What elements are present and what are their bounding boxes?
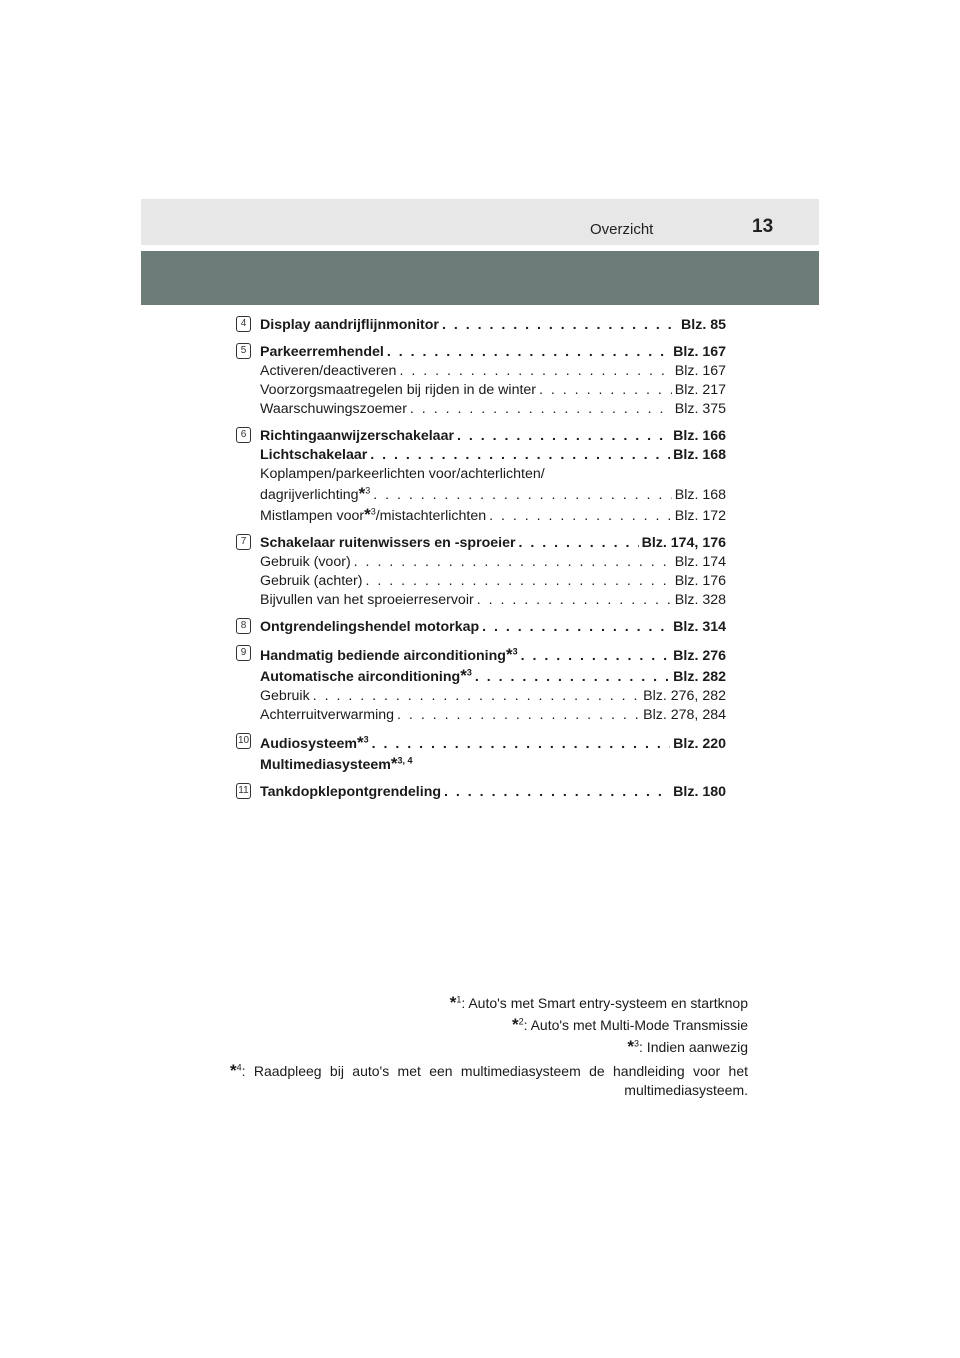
footnote-star: * <box>358 484 366 503</box>
sub-entry-line <box>260 484 726 505</box>
footnote-text: : Raadpleeg bij auto's met een multimediasysteem de handleiding voor het multimediasysteem. <box>241 1063 748 1098</box>
footnote-3 <box>230 1036 748 1058</box>
page-ref: Blz. 180 <box>673 784 726 800</box>
page-ref: Blz. 174 <box>674 554 726 570</box>
group-10 <box>236 733 726 775</box>
entry-label-text: /mistachterlichten <box>375 508 487 524</box>
leader-dots <box>519 534 639 553</box>
leader-dots <box>444 783 670 802</box>
header-bar <box>141 199 819 245</box>
sub-entry-line <box>260 572 726 591</box>
header-band <box>141 251 819 305</box>
entry-label <box>260 733 369 754</box>
entry-label: Achterruitverwarming <box>260 707 395 723</box>
footnote-star: * <box>511 1015 519 1034</box>
page-ref: Blz. 167 <box>673 344 726 360</box>
sub-entry-line <box>260 553 726 572</box>
footnote-star: * <box>627 1037 635 1056</box>
leader-dots <box>477 591 672 610</box>
entry-label: Activeren/deactiveren <box>260 363 397 379</box>
page-ref: Blz. 328 <box>674 592 726 608</box>
page-ref: Blz. 168 <box>673 447 726 463</box>
callout-number: 8 <box>236 618 251 634</box>
entry-label <box>260 484 370 505</box>
page-ref: Blz. 168 <box>674 487 726 503</box>
leader-dots <box>399 362 671 381</box>
entry-line <box>260 618 726 637</box>
page-ref: Blz. 167 <box>674 363 726 379</box>
section-title: Overzicht <box>590 221 654 238</box>
footnote-star: * <box>460 666 467 685</box>
entry-label-text: Multimediasysteem <box>260 757 391 773</box>
callout-number: 4 <box>236 316 251 332</box>
footnote-number: 2 <box>518 1016 524 1027</box>
entry-label: Gebruik (voor) <box>260 554 351 570</box>
sub-entry-line <box>260 505 726 526</box>
leader-dots <box>475 668 670 687</box>
page-ref: Blz. 85 <box>681 317 726 333</box>
entry-line <box>260 666 726 687</box>
entry-line <box>260 645 726 666</box>
entry-label-text: Audiosysteem <box>260 736 357 752</box>
entry-label <box>260 645 518 666</box>
entry-label: Lichtschakelaar <box>260 447 368 463</box>
sub-entry-line <box>260 465 726 484</box>
page-ref: Blz. 220 <box>673 736 726 752</box>
page-ref: Blz. 276 <box>673 648 726 664</box>
leader-dots <box>373 486 672 505</box>
entry-label-text: Mistlampen voor <box>260 508 365 524</box>
footnote-2 <box>230 1014 748 1036</box>
entry-label: Parkeerremhendel <box>260 344 384 360</box>
footnote-number: 1 <box>456 994 462 1005</box>
entry-label <box>260 505 486 526</box>
footnote-text: : Auto's met Multi-Mode Transmissie <box>523 1017 748 1033</box>
footnote-star: * <box>390 754 398 773</box>
entry-label: Schakelaar ruitenwissers en -sproeier <box>260 535 516 551</box>
page-ref: Blz. 314 <box>673 619 726 635</box>
page-ref: Blz. 276, 282 <box>643 688 726 704</box>
footnote-ref: 3, 4 <box>397 755 413 766</box>
entry-line <box>260 427 726 446</box>
group-8 <box>236 618 726 637</box>
leader-dots <box>372 735 671 754</box>
leader-dots <box>482 618 670 637</box>
leader-dots <box>387 343 670 362</box>
sub-entry-line <box>260 381 726 400</box>
page-ref: Blz. 282 <box>673 669 726 685</box>
entry-label: Display aandrijflijnmonitor <box>260 317 439 333</box>
leader-dots <box>442 316 678 335</box>
footnote-star: * <box>230 1061 237 1080</box>
entry-label <box>260 754 413 773</box>
page-ref: Blz. 166 <box>673 428 726 444</box>
entry-label: Tankdopklepontgrendeling <box>260 784 442 800</box>
footnote-ref: 3 <box>370 506 376 517</box>
leader-dots <box>366 572 672 591</box>
group-11 <box>236 783 726 802</box>
footnote-ref: 3 <box>466 667 472 678</box>
page-ref: Blz. 176 <box>674 573 726 589</box>
callout-number: 11 <box>236 783 251 799</box>
index-list <box>236 316 726 810</box>
footnote-number: 3 <box>634 1038 640 1049</box>
footnote-star: * <box>356 733 364 752</box>
footnote-star: * <box>505 645 513 664</box>
page-ref: Blz. 174, 176 <box>641 535 726 551</box>
leader-dots <box>313 687 640 706</box>
group-4 <box>236 316 726 335</box>
page-ref: Blz. 217 <box>674 382 726 398</box>
entry-label: Gebruik <box>260 688 310 704</box>
leader-dots <box>370 446 670 465</box>
footnote-4 <box>230 1061 748 1100</box>
callout-number: 5 <box>236 343 251 359</box>
footnote-ref: 3 <box>363 734 369 745</box>
page-number: 13 <box>752 216 774 237</box>
group-7 <box>236 534 726 610</box>
footnote-number: 4 <box>236 1062 242 1073</box>
leader-dots <box>521 647 671 666</box>
entry-label: Waarschuwingszoemer <box>260 401 407 417</box>
entry-line <box>260 343 726 362</box>
entry-label: Ontgrendelingshendel motorkap <box>260 619 480 635</box>
page-ref: Blz. 278, 284 <box>643 707 726 723</box>
entry-line <box>260 783 726 802</box>
leader-dots <box>354 553 672 572</box>
leader-dots <box>539 381 672 400</box>
entry-line <box>260 733 726 754</box>
entry-label: Voorzorgsmaatregelen bij rijden in de winter <box>260 382 537 398</box>
group-9 <box>236 645 726 725</box>
footnote-star: * <box>449 993 457 1012</box>
leader-dots <box>410 400 672 419</box>
entry-label-text: Handmatig bediende airconditioning <box>260 648 506 664</box>
sub-entry-line <box>260 706 726 725</box>
page-ref: Blz. 375 <box>674 401 726 417</box>
entry-label: Koplampen/parkeerlichten voor/achterlichten/ <box>260 466 545 482</box>
callout-number: 6 <box>236 427 251 443</box>
entry-label: Bijvullen van het sproeierreservoir <box>260 592 474 608</box>
footnote-text: : Indien aanwezig <box>639 1039 748 1055</box>
footnote-1 <box>230 992 748 1014</box>
entry-label <box>260 666 472 687</box>
sub-entry-line <box>260 400 726 419</box>
callout-number: 10 <box>236 733 251 749</box>
leader-dots <box>489 507 672 526</box>
callout-number: 9 <box>236 645 251 661</box>
footnotes <box>230 992 748 1100</box>
entry-line <box>260 446 726 465</box>
entry-label-text: Automatische airconditioning <box>260 669 461 685</box>
group-6 <box>236 427 726 526</box>
footnote-ref: 3 <box>365 485 371 496</box>
entry-line <box>260 534 726 553</box>
footnote-text: : Auto's met Smart entry-systeem en startknop <box>461 995 748 1011</box>
sub-entry-line <box>260 687 726 706</box>
footnote-ref: 3 <box>512 646 518 657</box>
leader-dots <box>397 706 640 725</box>
entry-line <box>260 754 726 775</box>
entry-label: Gebruik (achter) <box>260 573 363 589</box>
sub-entry-line <box>260 362 726 381</box>
footnote-star: * <box>364 505 371 524</box>
callout-number: 7 <box>236 534 251 550</box>
sub-entry-line <box>260 591 726 610</box>
entry-label-text: dagrijverlichting <box>260 487 359 503</box>
entry-label: Richtingaanwijzerschakelaar <box>260 428 454 444</box>
entry-line <box>260 316 726 335</box>
group-5 <box>236 343 726 419</box>
leader-dots <box>457 427 670 446</box>
page-ref: Blz. 172 <box>674 508 726 524</box>
